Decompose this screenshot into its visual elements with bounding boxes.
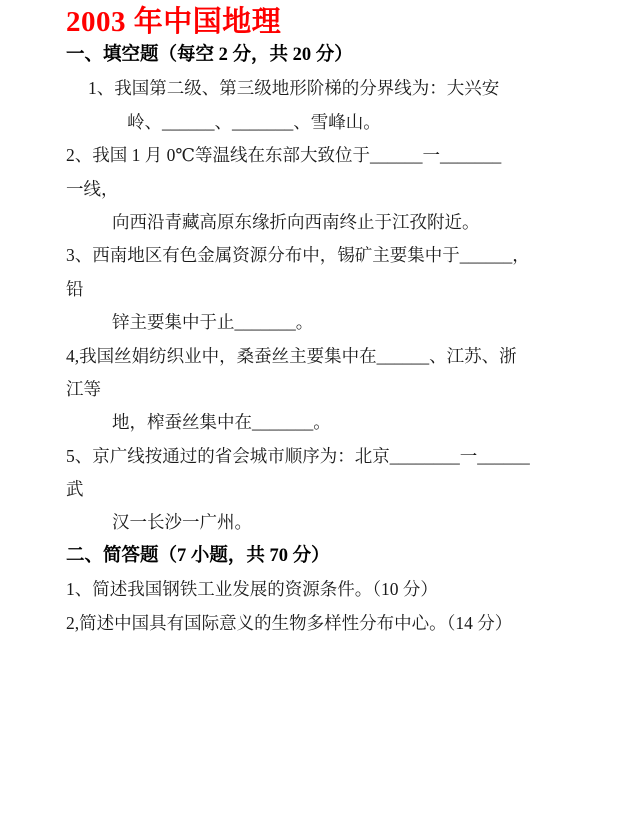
question-line: 5、京广线按通过的省会城市顺序为：北京________一______ — [66, 445, 530, 466]
question-line: 地，榨蚕丝集中在_______。 — [112, 412, 331, 433]
question-line: 一线， — [66, 178, 119, 199]
question-line: 1、简述我国钢铁工业发展的资源条件。（10 分） — [66, 579, 438, 600]
question-line: 1、我国第二级、第三级地形阶梯的分界线为：大兴安 — [88, 78, 500, 99]
question-line: 2、我国 1 月 0℃等温线在东部大致位于______一_______ — [66, 145, 502, 166]
page-title: 2003 年中国地理 — [66, 6, 282, 38]
question-line: 武 — [66, 479, 84, 500]
question-line: 铅 — [66, 278, 84, 299]
question-line: 2,简述中国具有国际意义的生物多样性分布中心。（14 分） — [66, 612, 513, 633]
question-line: 江等 — [66, 378, 101, 399]
question-line: 锌主要集中于止_______。 — [112, 312, 314, 333]
question-line: 汉一长沙一广州。 — [112, 512, 252, 533]
question-line: 向西沿青藏高原东缘折向西南终止于江孜附近。 — [112, 211, 480, 232]
section-heading-short-answer: 二、简答题（7 小题，共 70 分） — [66, 545, 330, 566]
question-line: 3、西南地区有色金属资源分布中，锡矿主要集中于______， — [66, 245, 530, 266]
question-line: 岭、______、_______、雪峰山。 — [127, 111, 381, 132]
question-line: 4,我国丝娟纺织业中，桑蚕丝主要集中在______、江苏、浙 — [66, 345, 517, 366]
section-heading-fill-in-blanks: 一、填空题（每空 2 分，共 20 分） — [66, 45, 353, 65]
